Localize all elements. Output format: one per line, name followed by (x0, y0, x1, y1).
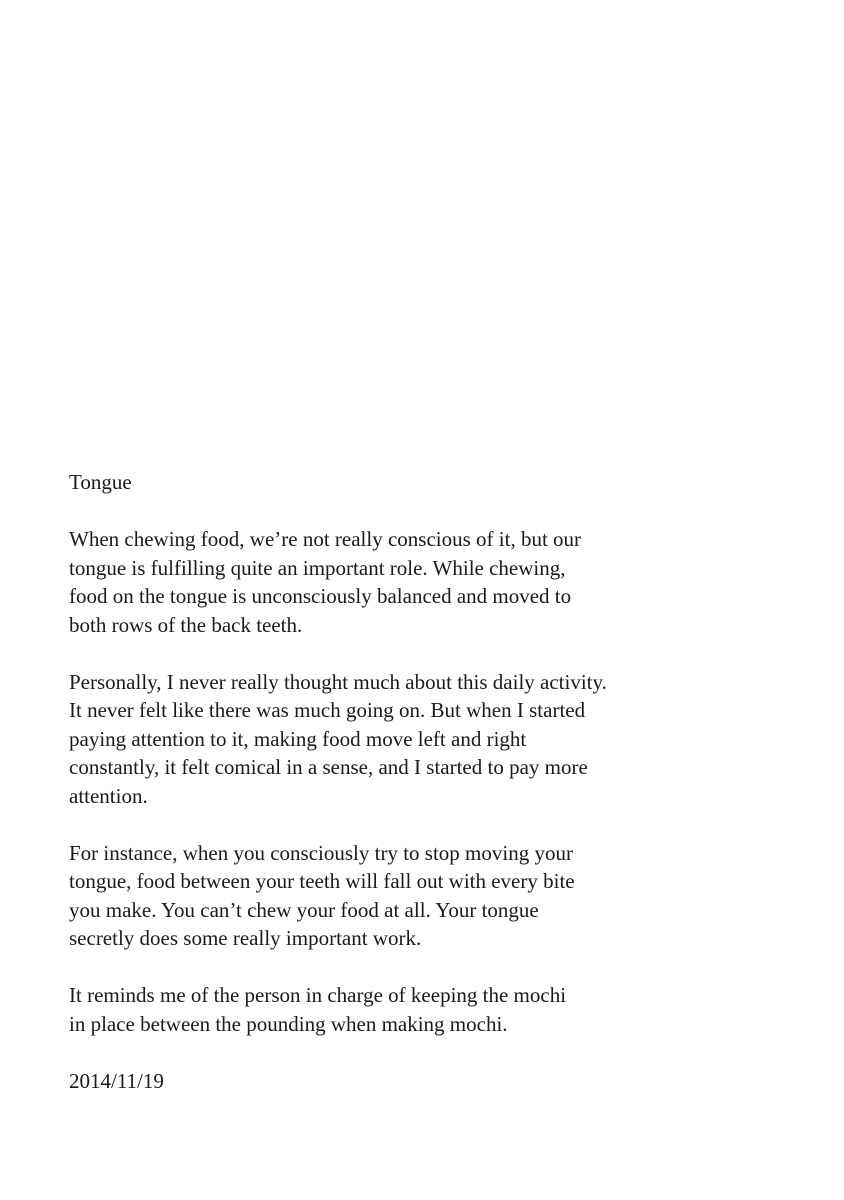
paragraph-line: secretly does some really important work. (69, 926, 422, 950)
paragraph-line: paying attention to it, making food move left and right (69, 726, 527, 751)
paragraph-line: in place between the pounding when making mochi. (69, 1011, 508, 1036)
paragraph-2 (69, 668, 769, 811)
paragraph-line: food on the tongue is unconsciously balanced and moved to (69, 584, 572, 608)
essay-text (69, 468, 769, 1095)
paragraph-line: you make. You can’t chew your food at all. Your tongue (69, 897, 539, 922)
essay-date: 2014/11/19 (69, 1068, 164, 1093)
paragraph-line: tongue is fulfilling quite an important role. While chewing, (69, 555, 566, 580)
paragraph-line: It never felt like there was much going on. But when I started (69, 698, 586, 722)
paragraph-line: For instance, when you consciously try to stop moving your (69, 840, 573, 865)
paragraph-line: Personally, I never really thought much about this daily activity. (69, 669, 607, 694)
paragraph-line: both rows of the back teeth. (69, 612, 303, 637)
paragraph-1 (69, 525, 769, 639)
paragraph-line: tongue, food between your teeth will fall out with every bite (69, 869, 575, 893)
paragraph-line: When chewing food, we’re not really conscious of it, but our (69, 527, 582, 551)
paragraph-line: It reminds me of the person in charge of keeping the mochi (69, 983, 567, 1007)
essay-title: Tongue (69, 470, 132, 494)
paragraph-4 (69, 981, 769, 1038)
paragraph-3 (69, 839, 769, 953)
paragraph-line: attention. (69, 783, 148, 808)
paragraph-line: constantly, it felt comical in a sense, and I started to pay more (69, 755, 588, 779)
